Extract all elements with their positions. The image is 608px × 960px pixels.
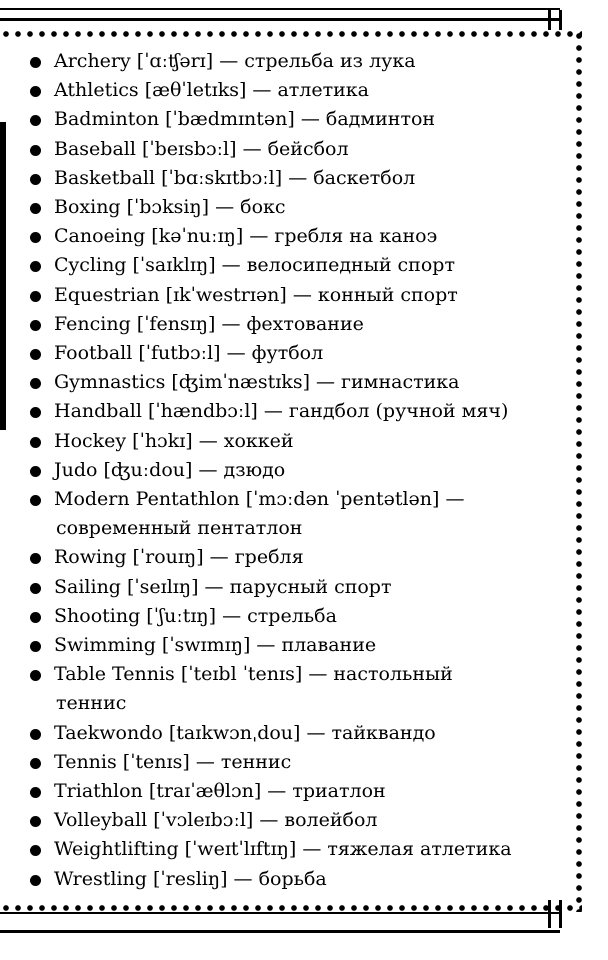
sport-list-item	[26, 543, 566, 572]
bullet-icon	[30, 583, 41, 594]
sport-list-item	[26, 281, 566, 310]
sport-entry-text: Fencing [ˈfensɪŋ] — фехтование	[54, 312, 364, 335]
sport-list-item	[26, 47, 566, 76]
bullet-icon	[30, 875, 41, 886]
bullet-icon	[30, 466, 41, 477]
sport-list-item	[26, 748, 566, 777]
bullet-icon	[30, 232, 41, 243]
bullet-icon	[30, 816, 41, 827]
sport-entry-continuation: теннис	[56, 692, 127, 715]
sport-list-item	[26, 222, 566, 251]
sport-list-item	[26, 105, 566, 134]
sport-entry-text: Volleyball [ˈvɔleɪbɔːl] — волейбол	[54, 809, 378, 832]
frame-top-border	[0, 0, 560, 21]
sport-list-item	[26, 339, 566, 368]
bullet-icon	[30, 553, 41, 564]
bullet-icon	[30, 115, 41, 126]
bullet-icon	[30, 641, 41, 652]
sport-entry-text: Wrestling [ˈresliŋ] — борьба	[54, 867, 327, 890]
sport-entry-text: Basketball [ˈbɑːskɪtbɔːl] — баскетбол	[54, 166, 416, 189]
bullet-icon	[30, 291, 41, 302]
sport-entry-text: Gymnastics [ʤimˈnæstɪks] — гимнастика	[54, 371, 460, 394]
sport-list-item	[26, 485, 566, 543]
sport-list-item	[26, 602, 566, 631]
sport-list-item	[26, 456, 566, 485]
sport-entry-text: Archery [ˈɑːʧərɪ] — стрельба из лука	[54, 50, 416, 72]
sport-list-item	[26, 631, 566, 660]
sport-list-item	[26, 251, 566, 280]
bullet-icon	[30, 845, 41, 856]
sport-entry-text: Modern Pentathlon [ˈmɔːdən ˈpentətlən] —	[54, 488, 465, 511]
sport-entry-continuation: современный пентатлон	[56, 517, 303, 540]
sport-entry-text: Boxing [ˈbɔksiŋ] — бокс	[54, 196, 286, 219]
bullet-icon	[30, 787, 41, 798]
bullet-icon	[30, 174, 41, 185]
sport-entry-text: Hockey [ˈhɔkɪ] — хоккей	[54, 429, 294, 452]
frame-bottom-border	[0, 912, 560, 933]
sport-entry-text: Rowing [ˈrouɪŋ] — гребля	[54, 546, 304, 569]
bullet-icon	[30, 407, 41, 418]
sport-entry-text: Cycling [ˈsaɪklɪŋ] — велосипедный спорт	[54, 254, 455, 277]
sport-list-item	[26, 719, 566, 748]
bullet-icon	[30, 612, 41, 623]
bullet-icon	[30, 670, 41, 681]
bullet-icon	[30, 320, 41, 331]
sports-vocabulary-list	[26, 47, 566, 894]
sport-entry-text: Table Tennis [ˈteɪbl ˈtenɪs] — настольный	[54, 663, 453, 686]
sport-list-item	[26, 76, 566, 105]
sport-list-item	[26, 164, 566, 193]
sport-list-item	[26, 427, 566, 456]
dotted-border-top	[0, 30, 582, 38]
bullet-icon	[30, 495, 41, 506]
sport-list-item	[26, 310, 566, 339]
sport-list-item	[26, 135, 566, 164]
dotted-border-bottom	[0, 904, 582, 912]
bullet-icon	[30, 378, 41, 389]
sport-list-item	[26, 777, 566, 806]
sport-entry-text: Baseball [ˈbeɪsbɔːl] — бейсбол	[54, 137, 349, 160]
bullet-icon	[30, 437, 41, 448]
sport-entry-text: Canoeing [kəˈnuːɪŋ] — гребля на каноэ	[54, 225, 438, 248]
dotted-border-right	[575, 30, 583, 912]
sport-entry-text: Handball [ˈhændbɔːl] — гандбол (ручной мяч)	[54, 400, 509, 423]
sport-entry-text: Tennis [ˈtenɪs] — теннис	[54, 750, 292, 773]
sport-list-item	[26, 368, 566, 397]
bullet-icon	[30, 349, 41, 360]
sport-entry-text: Badminton [ˈbædmɪntən] — бадминтон	[54, 108, 436, 131]
sport-list-item	[26, 865, 566, 894]
sport-list-item	[26, 573, 566, 602]
sport-entry-text: Sailing [ˈseɪlɪŋ] — парусный спорт	[54, 575, 392, 598]
sport-entry-text: Taekwondo [taɪkwɔnˌdou] — тайквандо	[54, 721, 436, 744]
sport-list-item	[26, 660, 566, 718]
sport-list-item	[26, 806, 566, 835]
frame-top-right-corner	[548, 10, 562, 30]
sport-entry-text: Triathlon [traɪˈæθlɔn] — триатлон	[54, 780, 386, 803]
bullet-icon	[30, 758, 41, 769]
sport-entry-text: Athletics [æθˈletɪks] — атлетика	[54, 79, 369, 102]
frame-bottom-right-corner	[548, 900, 562, 928]
frame-left-bar	[0, 122, 6, 430]
bullet-icon	[30, 86, 41, 97]
sport-entry-text: Shooting [ˈʃuːtɪŋ] — стрельба	[54, 604, 337, 627]
sport-list-item	[26, 835, 566, 864]
sport-entry-text: Football [ˈfutbɔːl] — футбол	[54, 342, 324, 365]
sport-entry-text: Judo [ʤuːdou] — дзюдо	[54, 458, 286, 481]
bullet-icon	[30, 145, 41, 156]
sport-list-item	[26, 397, 566, 426]
sport-entry-text: Weightlifting [ˈweɪtˈlɪftɪŋ] — тяжелая атлетика	[54, 838, 512, 861]
bullet-icon	[30, 57, 41, 68]
bullet-icon	[30, 203, 41, 214]
bullet-icon	[30, 261, 41, 272]
sport-entry-text: Equestrian [ɪkˈwestrɪən] — конный спорт	[54, 283, 458, 306]
sport-entry-text: Swimming [ˈswɪmɪŋ] — плавание	[54, 634, 377, 657]
sport-list-item	[26, 193, 566, 222]
bullet-icon	[30, 729, 41, 740]
